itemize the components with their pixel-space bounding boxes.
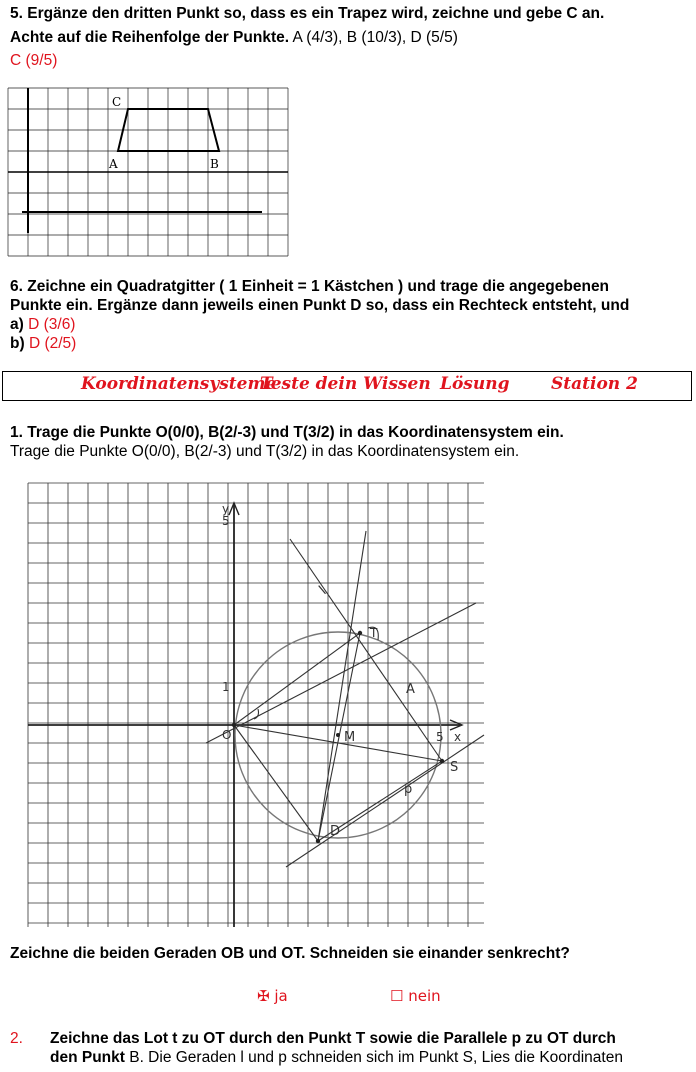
label-y5: 5 [222,514,230,528]
checked-box-icon: ✠ [257,987,270,1005]
line-l [318,531,366,841]
task2-line1: Zeichne das Lot t zu OT durch den Punkt T sowie die Parallele p zu OT durch [50,1030,616,1047]
line-ot [206,603,476,743]
option-nein[interactable] [390,987,441,1005]
label-c: C [112,95,122,109]
banner-station: Station 2 [551,374,638,394]
task6-answer-b [10,334,76,353]
task6-line2: Punkte ein. Ergänze dann jeweils einen Punkt D so, dass ein Rechteck entsteht, und [10,297,630,314]
point-m [336,733,340,737]
label-y1: 1 [222,680,230,694]
task2-line2-bold: den Punkt [50,1049,125,1066]
label-x: x [454,730,462,744]
task1-question: Zeichne die beiden Geraden OB und OT. Schneiden sie einander senkrecht? [10,945,570,962]
task5-points: A (4/3), B (10/3), D (5/5) [289,29,458,46]
task6-b-label: b) [10,335,25,352]
plot-grid [28,483,484,927]
label-t: T [370,626,378,640]
task6-a-answer: D (3/6) [23,316,76,333]
task1-heading: 1. Trage die Punkte O(0/0), B(2/-3) und T(3/2) in das Koordinatensystem ein. [10,424,564,441]
label-l: l [316,583,330,599]
coordinate-plot [28,483,484,927]
task6-a-label: a) [10,316,24,333]
option-ja[interactable] [257,987,288,1005]
point-o [232,723,236,727]
banner-solution: Lösung [440,374,510,394]
point-t [358,631,362,635]
line-om [234,633,360,725]
task5-answer: C (9/5) [10,52,58,69]
point-s [440,759,444,763]
point-d [316,839,320,843]
label-s: S [450,760,459,775]
empty-box-icon: ☐ [390,987,404,1005]
line-p [286,735,484,867]
label-x5: 5 [436,730,444,744]
task6-answer-a [10,315,75,334]
label-a: A [406,682,415,697]
label-m: M [344,730,356,745]
task5-heading: 5. Ergänze den dritten Punkt so, dass es ein Trapez wird, zeichne und gebe C an. [10,5,605,22]
banner-subtitle: Teste dein Wissen [260,374,431,394]
label-p: p [404,782,413,797]
task6-line1: 6. Zeichne ein Quadratgitter ( 1 Einheit = 1 Kästchen ) und trage die angegebenen [10,278,610,295]
task2-line2-rest: B. Die Geraden l und p schneiden sich im Punkt S, Lies die Koordinaten [124,1049,623,1066]
option-nein-label: nein [408,987,441,1005]
trapezoid-grid [8,88,288,256]
task1-repeat: Trage die Punkte O(0/0), B(2/-3) und T(3/2) in das Koordinatensystem ein. [10,443,520,460]
label-a: A [109,157,118,171]
label-d: D [330,824,341,839]
task6-b-answer: D (2/5) [24,335,77,352]
label-b: B [210,157,219,171]
banner-title: Koordinatensysteme [81,374,277,394]
task2-number: 2. [10,1030,23,1047]
option-ja-label: ja [274,987,288,1005]
task5-instruction-bold: Achte auf die Reihenfolge der Punkte. [10,29,290,46]
task5-instruction [10,28,458,47]
line-ts [290,539,442,761]
label-o: O [222,728,232,742]
section-banner [2,371,692,401]
task2-line2 [50,1048,623,1067]
label-y: y [222,502,230,516]
